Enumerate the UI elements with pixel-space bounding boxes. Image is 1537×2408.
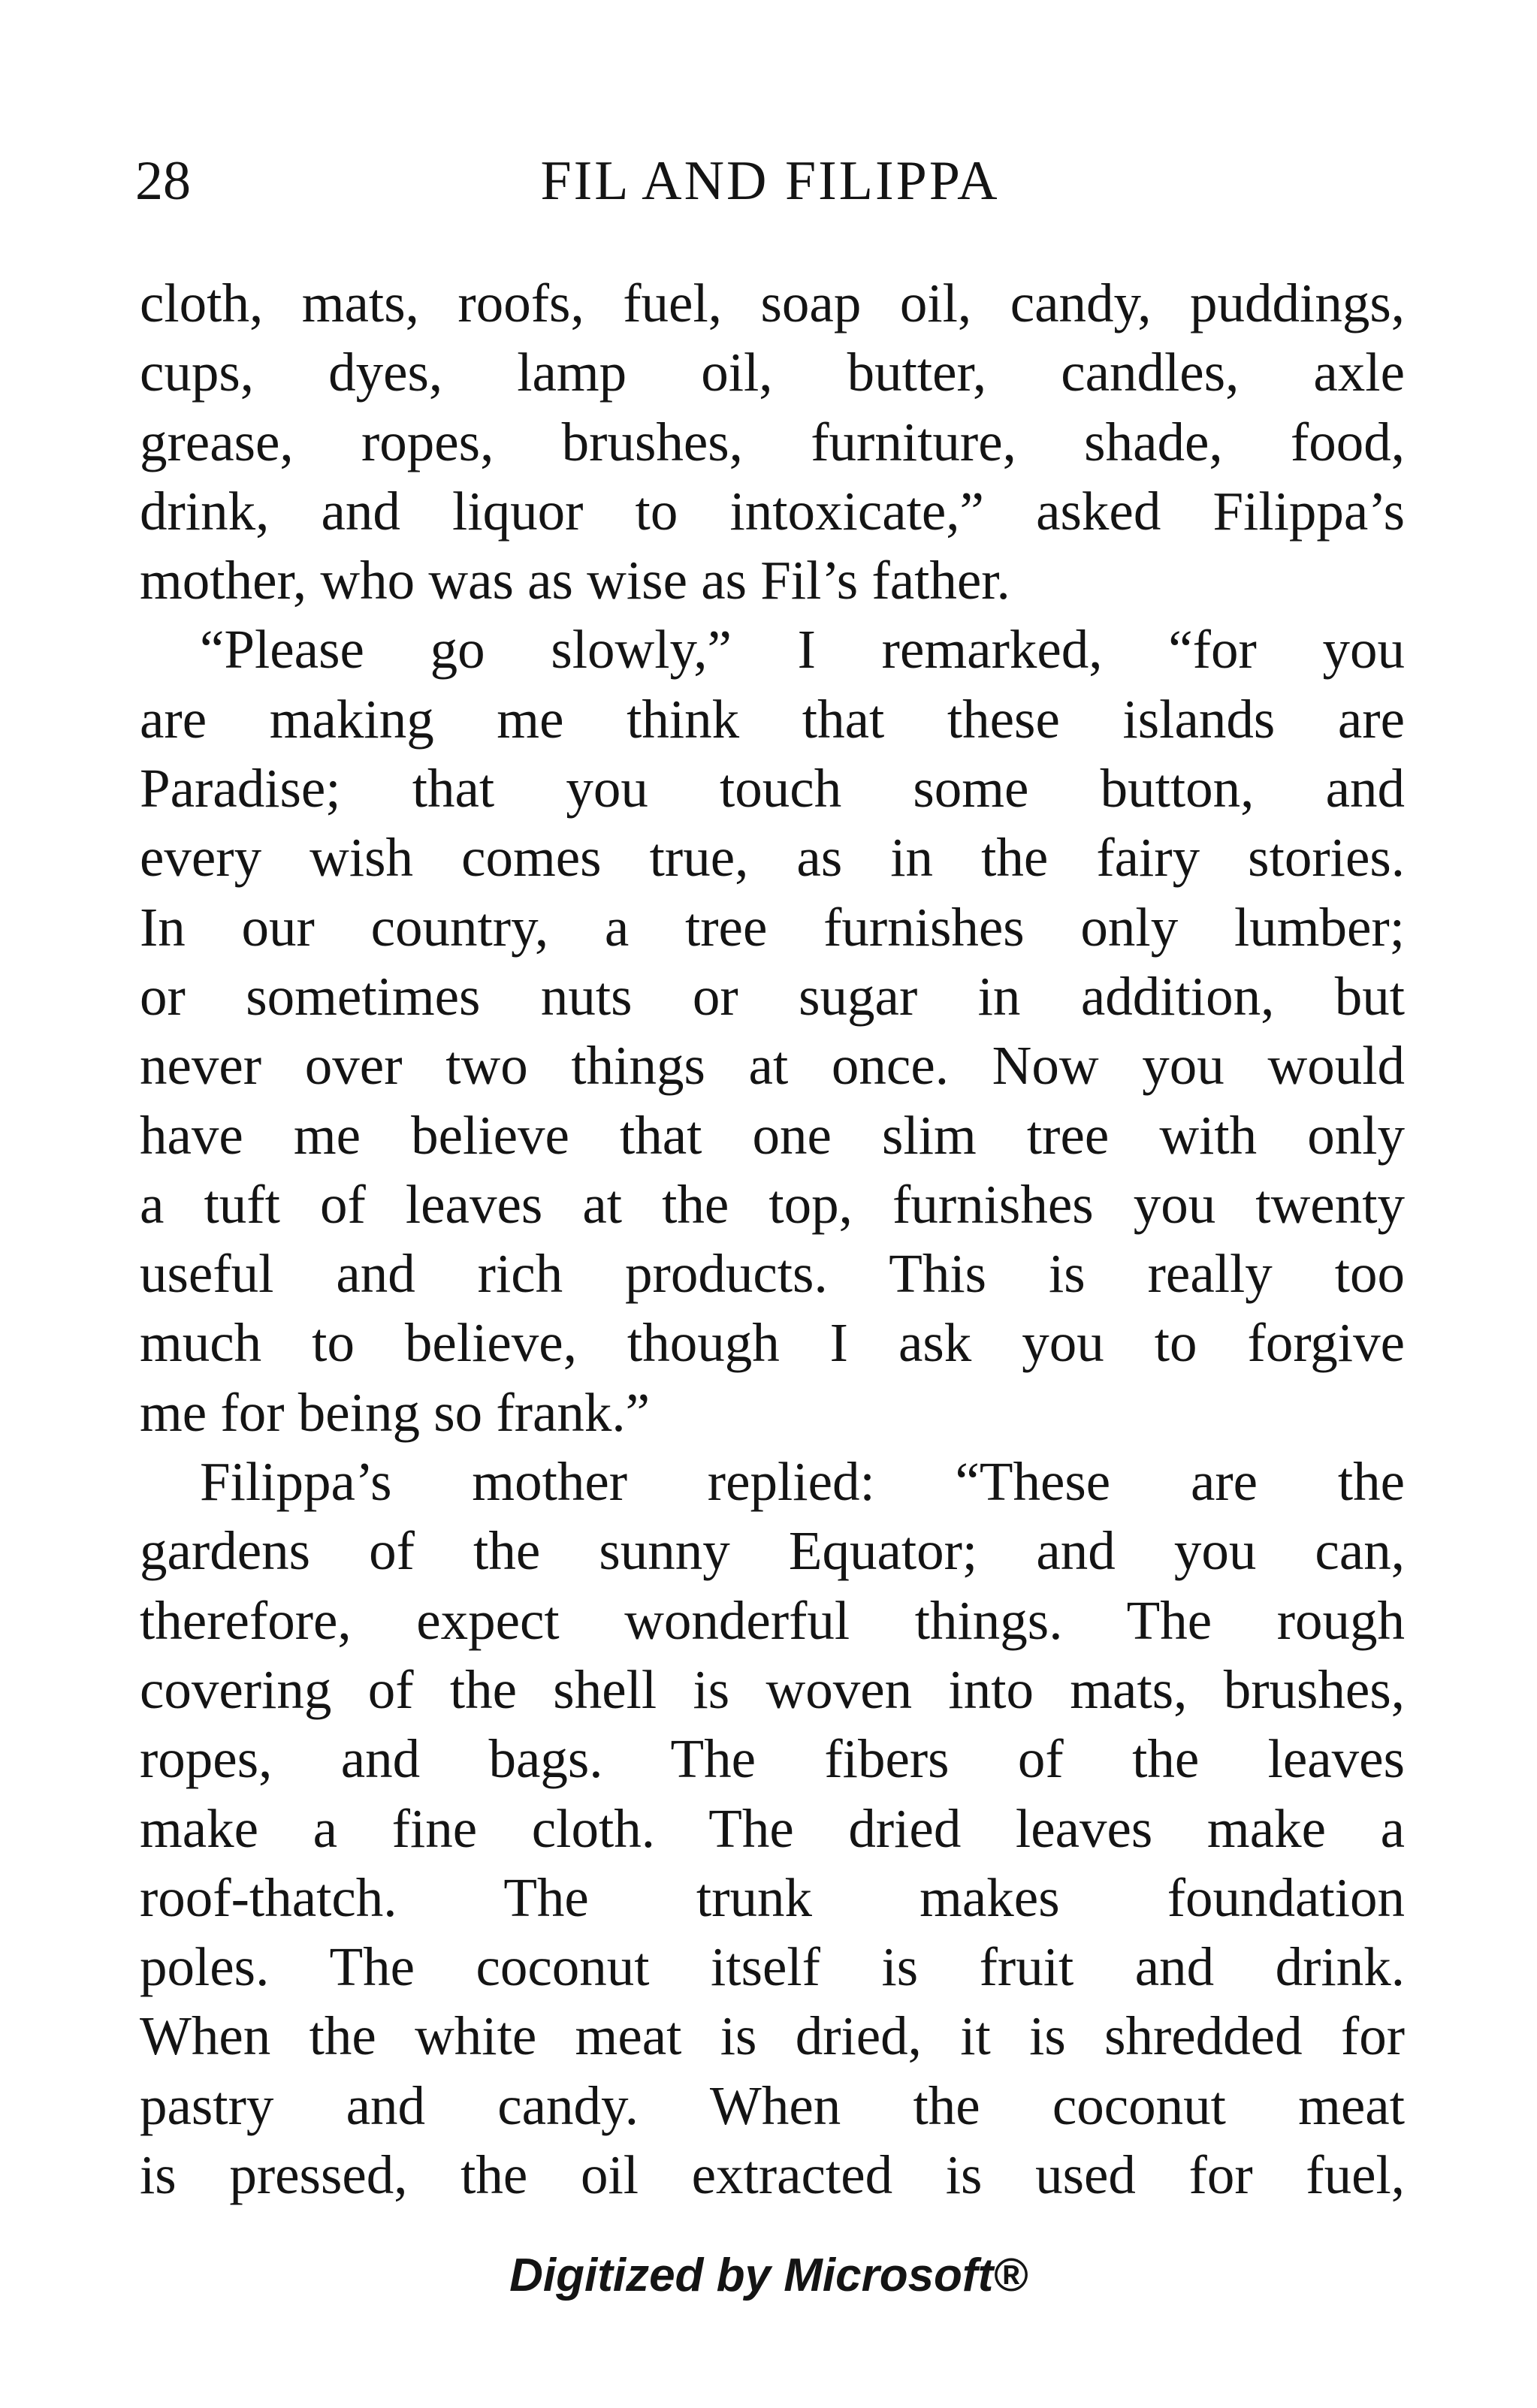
text-line: “Please go slowly,” I remarked, “for you [200, 619, 1405, 680]
text-line: gardens of the sunny Equator; and you can, [140, 1520, 1405, 1582]
text-line: therefore, expect wonderful things. The rough [140, 1589, 1405, 1651]
digitization-watermark: Digitized by Microsoft® [509, 2250, 1028, 2301]
text-line: a tuft of leaves at the top, furnishes you twenty [140, 1173, 1405, 1235]
text-line: every wish comes true, as in the fairy stories. [140, 827, 1405, 889]
text-line: ropes, and bags. The fibers of the leaves [140, 1728, 1405, 1790]
text-line: grease, ropes, brushes, furniture, shade, food, [140, 411, 1405, 472]
text-line: useful and rich products. This is really too [140, 1243, 1405, 1305]
body-text [140, 269, 1405, 2210]
text-line: covering of the shell is woven into mats, brushes, [140, 1658, 1405, 1720]
text-line: much to believe, though I ask you to forgive [140, 1312, 1405, 1374]
text-line: make a fine cloth. The dried leaves make a [140, 1797, 1405, 1859]
text-line: me for being so frank.” [140, 1381, 651, 1443]
text-line: mother, who was as wise as Fil’s father. [140, 550, 1010, 611]
text-line: drink, and liquor to intoxicate,” asked Filippa’s [140, 480, 1405, 542]
text-line: never over two things at once. Now you would [140, 1035, 1405, 1097]
text-line: pastry and candy. When the coconut meat [140, 2075, 1405, 2136]
page-header [135, 147, 1405, 215]
page-number: 28 [135, 150, 191, 212]
text-line: Paradise; that you touch some button, and [140, 758, 1405, 819]
text-line: In our country, a tree furnishes only lumber; [140, 896, 1405, 958]
text-line: cups, dyes, lamp oil, butter, candles, axle [140, 342, 1405, 403]
text-line: or sometimes nuts or sugar in addition, but [140, 965, 1405, 1027]
text-line: cloth, mats, roofs, fuel, soap oil, candy, puddings, [140, 273, 1405, 333]
running-title: FIL AND FILIPPA [540, 150, 1000, 212]
text-line: When the white meat is dried, it is shredded for [140, 2005, 1405, 2067]
text-line: poles. The coconut itself is fruit and drink. [140, 1936, 1405, 1998]
text-line: have me believe that one slim tree with only [140, 1104, 1405, 1166]
text-line: Filippa’s mother replied: “These are the [200, 1451, 1405, 1513]
text-line: are making me think that these islands are [140, 688, 1405, 750]
text-line: roof-thatch. The trunk makes foundation [140, 1866, 1405, 1928]
text-line: is pressed, the oil extracted is used for fuel, [140, 2144, 1405, 2206]
